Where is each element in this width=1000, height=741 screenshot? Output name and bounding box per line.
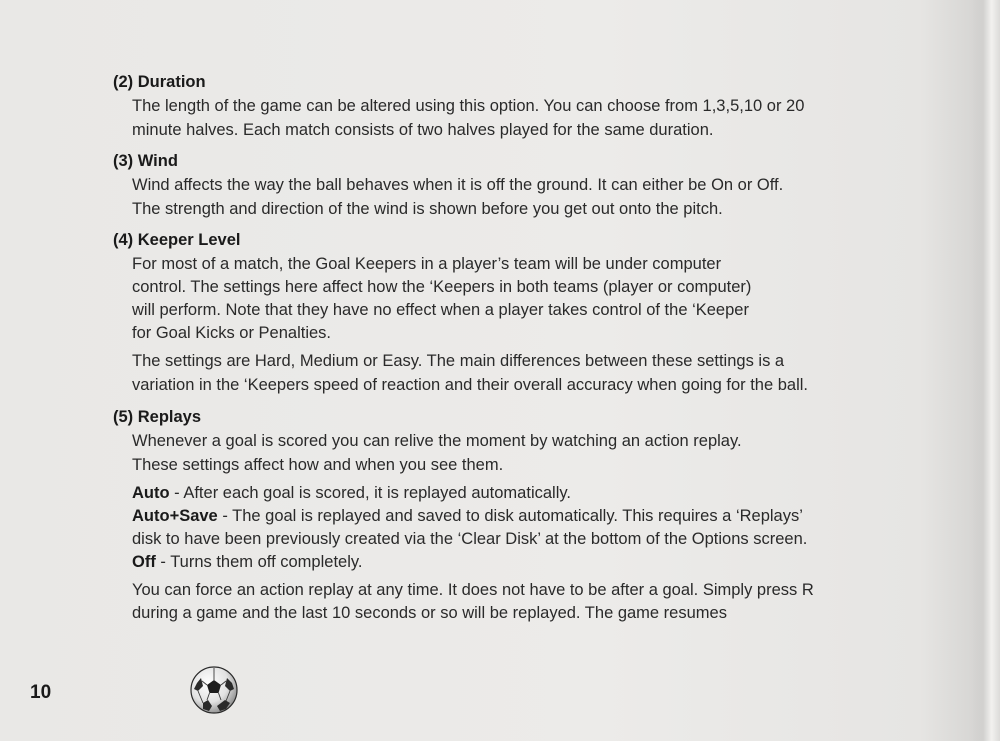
option-separator: - <box>169 484 184 502</box>
text-line: will perform. Note that they have no effect when a player takes control of the ‘Keeper <box>132 301 749 319</box>
text-line: Whenever a goal is scored you can relive the moment by watching an action replay. <box>132 432 742 450</box>
section-heading-keeper-level: (4) Keeper Level <box>113 231 241 249</box>
text-line: For most of a match, the Goal Keepers in a player’s team will be under computer <box>132 255 722 273</box>
text-line: for Goal Kicks or Penalties. <box>132 324 331 342</box>
text-line: minute halves. Each match consists of two halves played for the same duration. <box>132 121 714 139</box>
soccer-ball-icon <box>189 665 239 715</box>
text-line: Wind affects the way the ball behaves when it is off the ground. It can either be On or Off. <box>132 176 784 194</box>
option-term: Auto <box>132 484 170 502</box>
page-number: 10 <box>30 682 52 703</box>
option-auto-save <box>132 507 803 526</box>
section-heading-wind: (3) Wind <box>113 152 178 170</box>
option-separator: - <box>155 553 171 571</box>
text-line: The settings are Hard, Medium or Easy. The main differences between these settings is a <box>132 352 785 370</box>
option-term: Off <box>132 553 156 571</box>
option-text: Turns them off completely. <box>170 553 363 571</box>
text-line: The length of the game can be altered using this option. You can choose from 1,3,5,10 or 20 <box>132 97 805 115</box>
text-line: during a game and the last 10 seconds or so will be replayed. The game resumes <box>132 604 727 622</box>
option-text: After each goal is scored, it is replayed automatically. <box>183 484 571 502</box>
text-line: control. The settings here affect how the ‘Keepers in both teams (player or computer) <box>132 278 752 296</box>
option-text: disk to have been previously created via the ‘Clear Disk’ at the bottom of the Options screen. <box>132 530 808 548</box>
option-term: Auto+Save <box>132 507 218 525</box>
text-line: These settings affect how and when you see them. <box>132 456 504 474</box>
text-line: You can force an action replay at any time. It does not have to be after a goal. Simply press R <box>132 581 814 599</box>
section-heading-duration: (2) Duration <box>113 73 206 91</box>
option-auto <box>132 484 571 503</box>
option-off <box>132 553 362 572</box>
section-heading-replays: (5) Replays <box>113 408 202 426</box>
text-line: The strength and direction of the wind is shown before you get out onto the pitch. <box>132 200 723 218</box>
option-auto-save-continued <box>132 530 807 549</box>
text-line: variation in the ‘Keepers speed of reaction and their overall accuracy when going for the ball. <box>132 376 808 394</box>
option-separator: - <box>217 507 233 525</box>
option-text: The goal is replayed and saved to disk automatically. This requires a ‘Replays’ <box>232 507 803 525</box>
